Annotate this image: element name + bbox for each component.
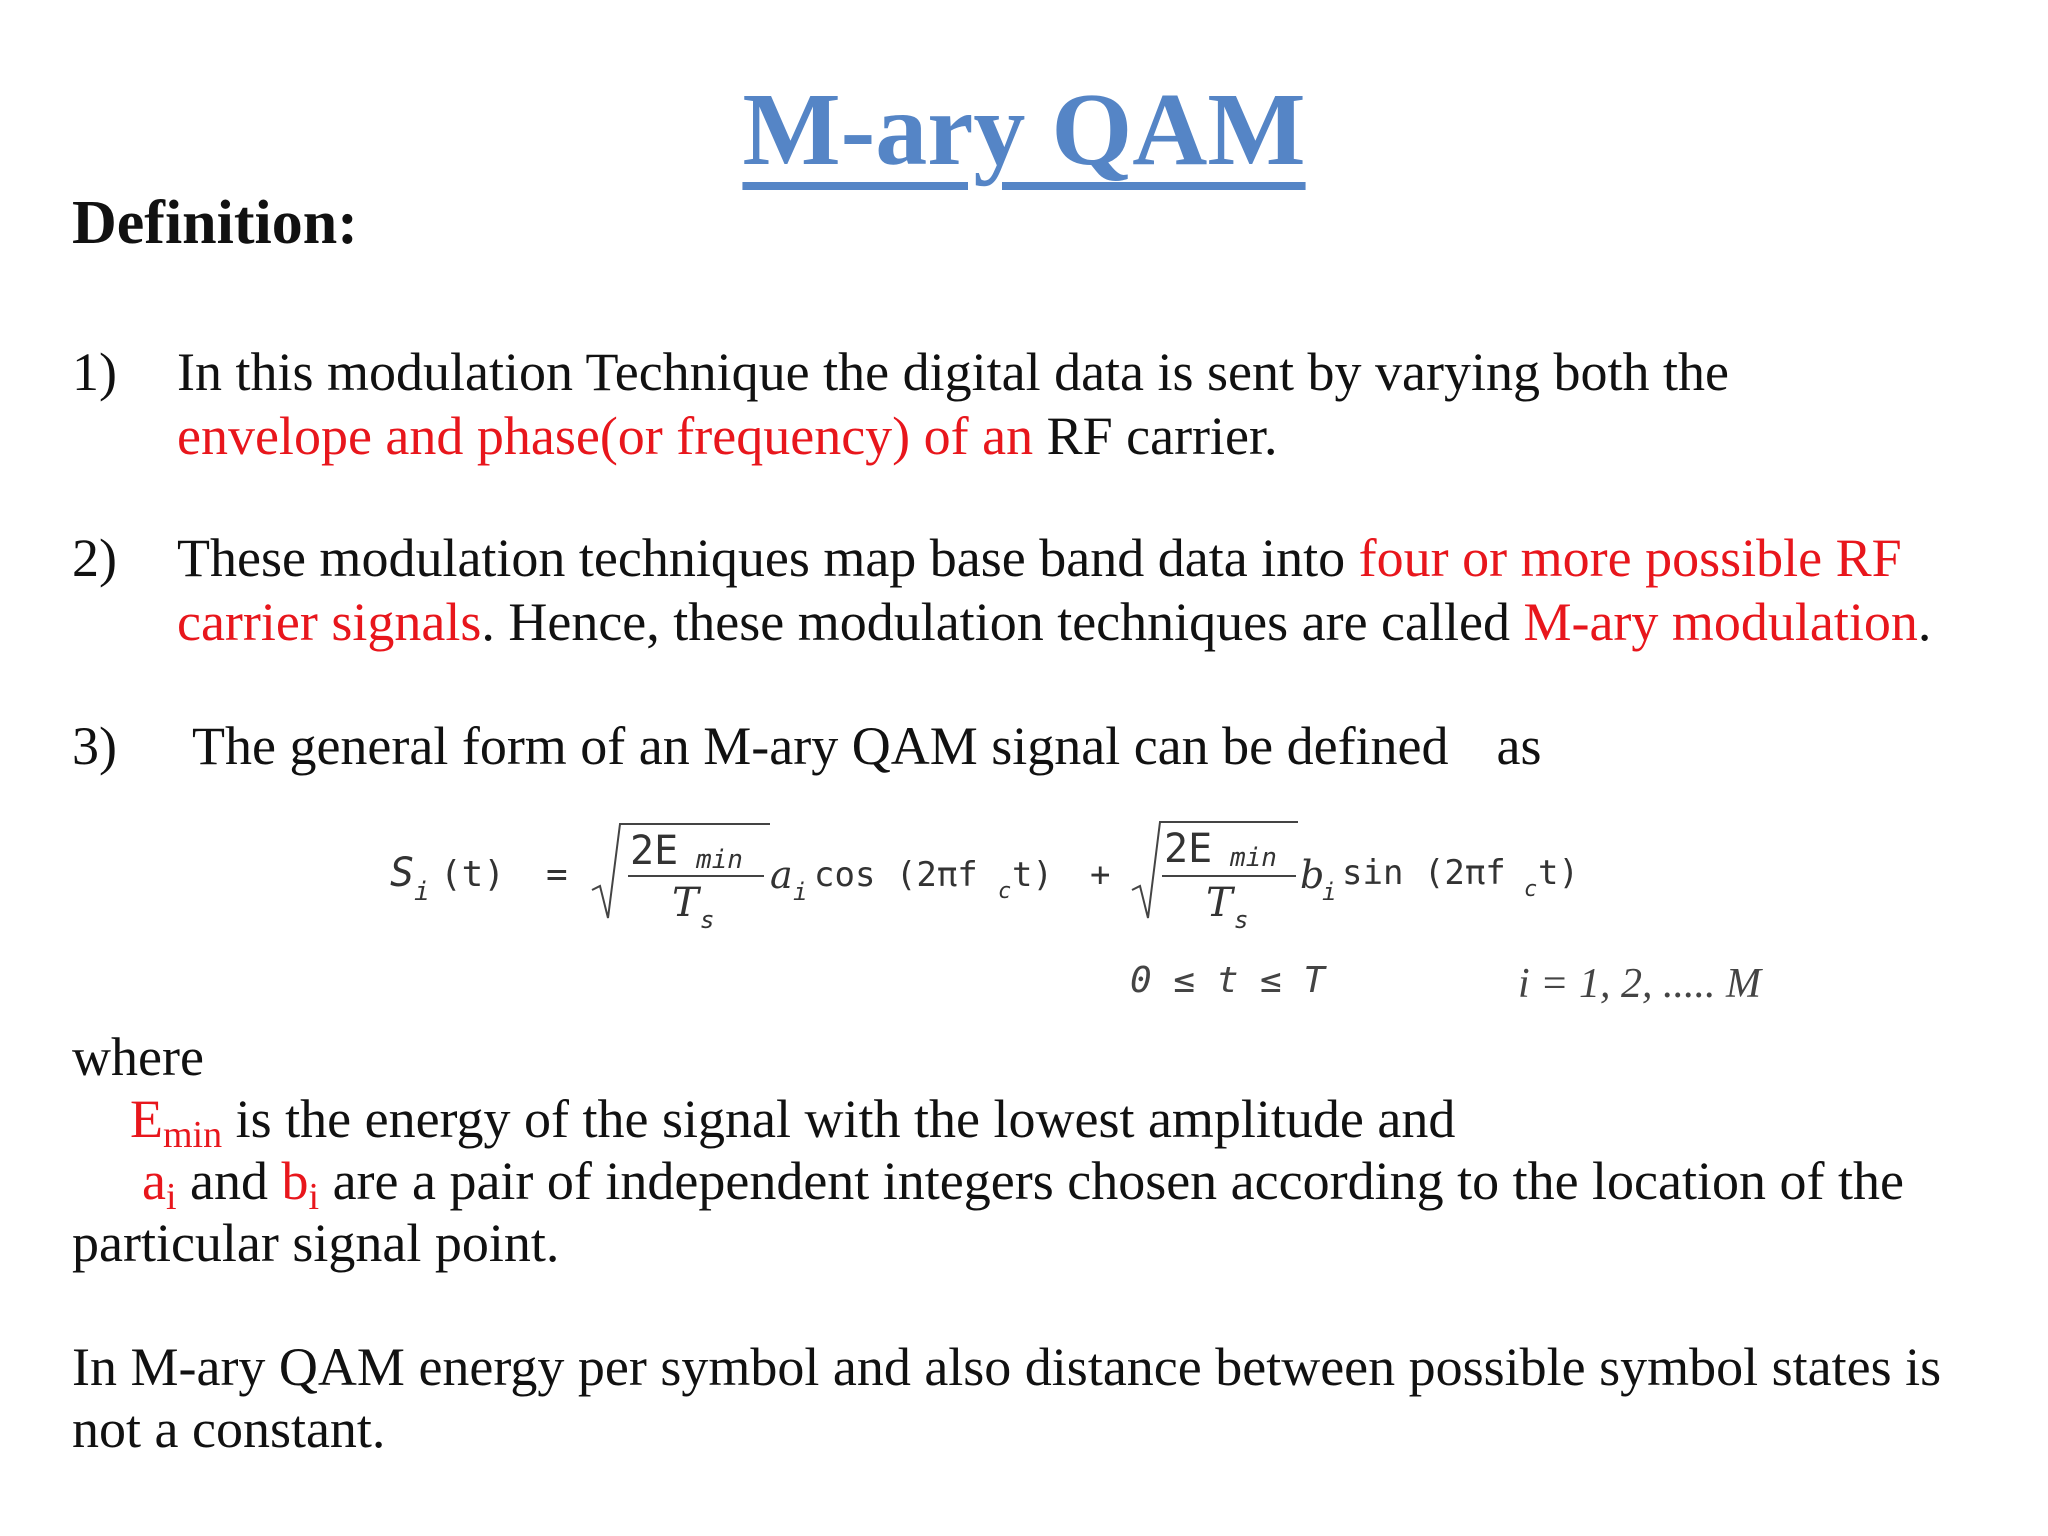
formula-lhs: S	[390, 850, 415, 896]
svg-text:+: +	[1090, 855, 1111, 895]
svg-text:c: c	[1524, 877, 1538, 902]
index-range: i = 1, 2, ..... M	[1518, 961, 1762, 1007]
emin-definition: $E_{min}$ is the energy of the signal with the lowest amplitude and	[130, 1089, 1456, 1156]
item-text: In this modulation Technique the digital data is sent by varying both the envelope and phase(or frequency) of an RF carrier.	[177, 342, 1729, 466]
highlight-text: envelope and phase(or frequency) of an	[177, 406, 1034, 466]
item-number: 3)	[72, 716, 117, 776]
summary-paragraph: In M-ary QAM energy per symbol and also distance between possible symbol states is not a constant.	[72, 1337, 1942, 1459]
formula-conditions	[0, 960, 2048, 1010]
svg-text:min: min	[696, 845, 743, 875]
qam-signal-formula	[390, 808, 1650, 938]
svg-text:i: i	[793, 878, 808, 906]
svg-text:=: =	[546, 854, 568, 895]
list-item	[72, 340, 1992, 468]
item-text: The general form of an M-ary QAM signal can be defined as	[192, 716, 1542, 776]
svg-text:a: a	[770, 853, 793, 897]
svg-text:min: min	[1230, 843, 1277, 873]
svg-text:b: b	[1300, 853, 1325, 897]
time-range: 0 ≤ t ≤ T	[1130, 960, 1326, 1001]
emin-symbol: $E_{min}$	[130, 1089, 223, 1156]
svg-text:s: s	[700, 906, 715, 934]
svg-text:2E: 2E	[1164, 826, 1213, 872]
where-label: where	[72, 1027, 204, 1087]
svg-text:sin (2πf: sin (2πf	[1342, 853, 1506, 893]
item-number: 1)	[72, 342, 117, 402]
svg-text:t): t)	[1012, 855, 1053, 895]
definition-heading: Definition:	[72, 189, 358, 257]
slide-title-text: M-ary QAM	[742, 72, 1306, 187]
svg-text:(t): (t)	[440, 854, 506, 895]
ab-definition: $a_i$ and $b_i$ are a pair of independent integers chosen according to the location of the particular signal point.	[72, 1151, 1904, 1273]
item-text: These modulation techniques map base band data into four or more possible RF carrier signals. Hence, these modulation techniques are called M-ary modulation.	[177, 528, 1932, 652]
b-symbol: $b_i$	[281, 1151, 320, 1218]
highlight-text: M-ary modulation	[1523, 592, 1918, 652]
svg-text:t): t)	[1538, 853, 1579, 893]
svg-text:cos (2πf: cos (2πf	[814, 855, 978, 895]
highlight-text: four or more possible RF carrier signals	[177, 528, 1902, 652]
svg-text:T: T	[672, 880, 699, 926]
svg-text:i: i	[414, 877, 430, 907]
a-symbol: $a_i$	[142, 1151, 177, 1218]
list-item	[72, 714, 1992, 778]
svg-text:T: T	[1206, 880, 1233, 926]
slide-title	[0, 72, 2048, 187]
svg-text:c: c	[998, 879, 1012, 904]
item-number: 2)	[72, 528, 117, 588]
svg-text:i: i	[1322, 878, 1337, 906]
svg-text:s: s	[1234, 906, 1249, 934]
list-item	[72, 526, 1992, 654]
svg-text:2E: 2E	[630, 828, 679, 874]
